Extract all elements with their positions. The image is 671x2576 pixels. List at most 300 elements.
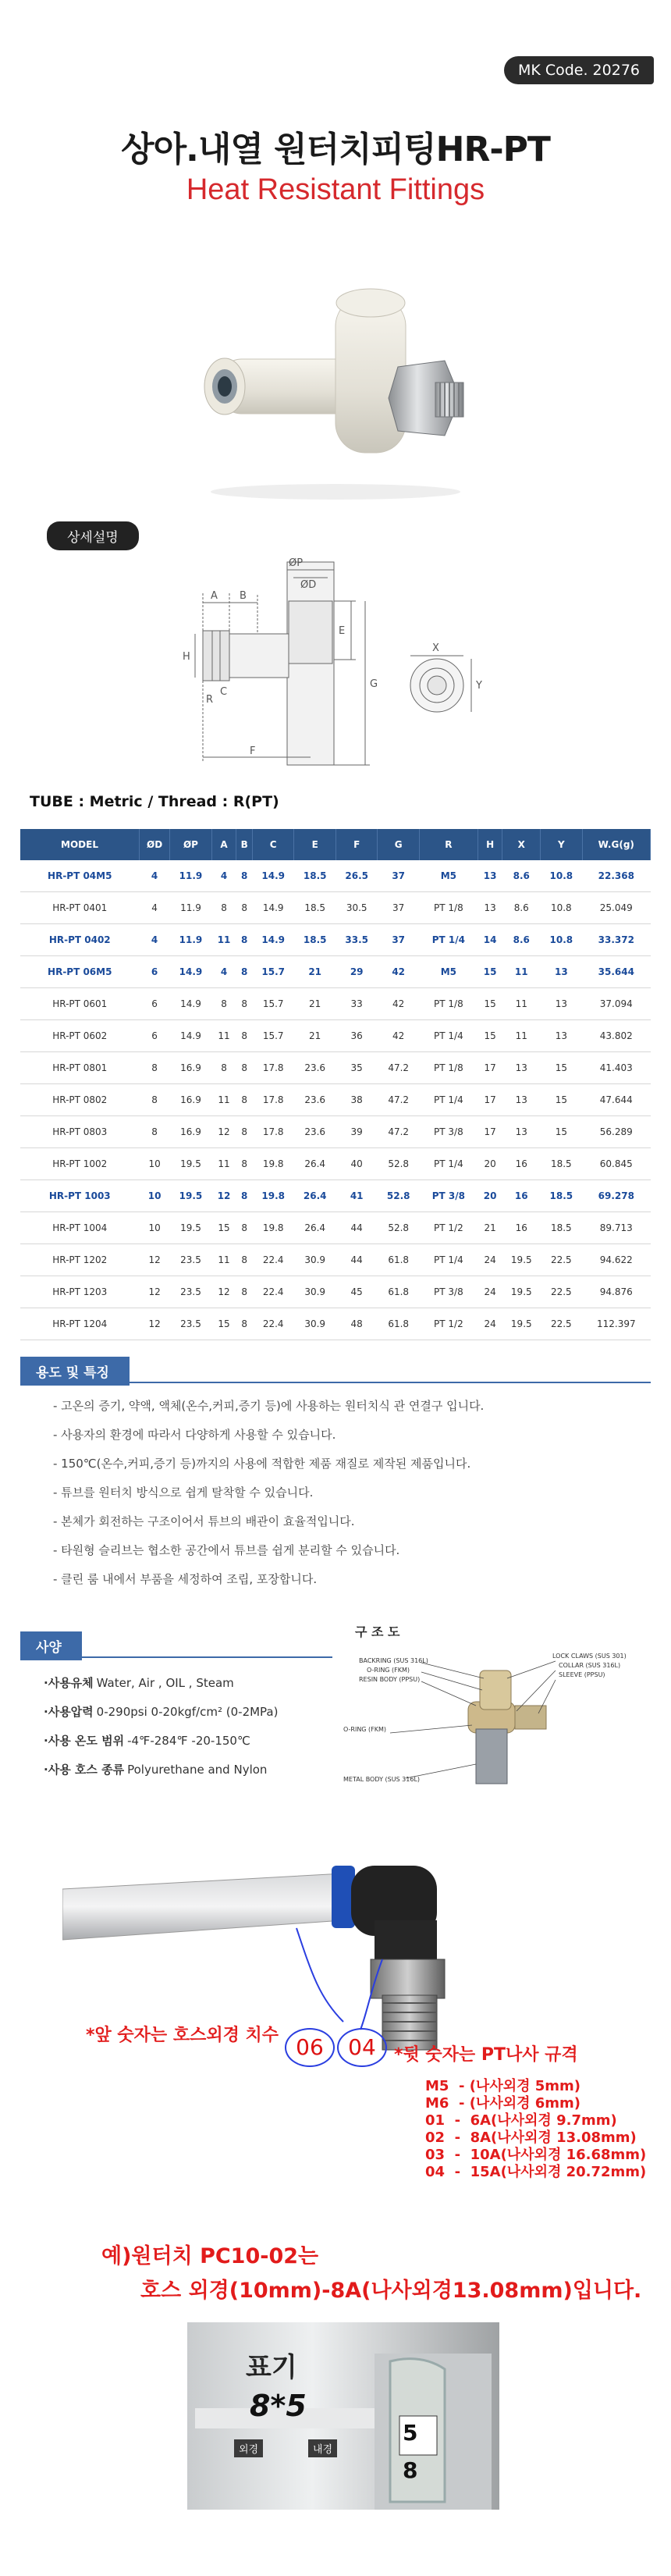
- table-cell: 14.9: [170, 956, 212, 988]
- table-cell: 24: [478, 1244, 502, 1276]
- table-cell: 30.9: [294, 1308, 336, 1340]
- table-cell: 14.9: [252, 860, 294, 892]
- table-cell: 23.5: [170, 1276, 212, 1308]
- svg-text:RESIN BODY (PPSU): RESIN BODY (PPSU): [359, 1676, 421, 1683]
- table-cell: 22.368: [582, 860, 650, 892]
- table-cell: 37: [378, 860, 420, 892]
- table-cell: 21: [294, 956, 336, 988]
- table-cell: 48: [336, 1308, 378, 1340]
- table-row: [20, 1212, 651, 1244]
- thread-size-item: 02 - 8A(나사외경 13.08mm): [425, 2129, 637, 2146]
- table-cell: 42: [378, 1020, 420, 1052]
- table-row: [20, 1180, 651, 1212]
- table-cell: 17: [478, 1116, 502, 1148]
- table-cell: HR-PT 06M5: [20, 956, 140, 988]
- table-cell: 19.5: [170, 1148, 212, 1180]
- usage-item: - 본체가 회전하는 구조이어서 튜브의 배관이 효율적입니다.: [53, 1514, 355, 1528]
- table-cell: 8: [140, 1052, 170, 1084]
- table-cell: 41.403: [582, 1052, 650, 1084]
- table-cell: M5: [419, 860, 478, 892]
- column-header: C: [252, 829, 294, 860]
- table-cell: 23.6: [294, 1116, 336, 1148]
- table-cell: 11: [211, 924, 236, 956]
- table-cell: HR-PT 1004: [20, 1212, 140, 1244]
- table-cell: 15: [541, 1116, 583, 1148]
- table-cell: 33.5: [336, 924, 378, 956]
- table-cell: 8: [236, 988, 253, 1020]
- table-cell: 10.8: [541, 860, 583, 892]
- table-cell: 13: [541, 956, 583, 988]
- table-cell: PT 1/8: [419, 988, 478, 1020]
- table-cell: 22.5: [541, 1244, 583, 1276]
- marking-value: 8*5: [250, 2389, 307, 2423]
- tube-thread-label: TUBE : Metric / Thread : R(PT): [30, 793, 279, 810]
- table-cell: HR-PT 0802: [20, 1084, 140, 1116]
- page-title: 상아.내열 원터치피팅HR-PT: [121, 130, 550, 169]
- spec-label: ·사용 호스 종류: [44, 1763, 125, 1777]
- table-cell: 61.8: [378, 1244, 420, 1276]
- example-line-2: 호스 외경(10mm)-8A(나사외경13.08mm)입니다.: [140, 2279, 642, 2303]
- table-cell: HR-PT 1203: [20, 1276, 140, 1308]
- table-row: [20, 860, 651, 892]
- usage-item: - 타원형 슬리브는 협소한 공간에서 튜브를 쉽게 분리할 수 있습니다.: [53, 1543, 400, 1557]
- table-cell: 8: [236, 1084, 253, 1116]
- table-cell: 18.5: [294, 924, 336, 956]
- table-cell: 10.8: [541, 924, 583, 956]
- table-cell: 13: [541, 1020, 583, 1052]
- spec-section-title: 사양: [20, 1631, 82, 1660]
- table-cell: 33: [336, 988, 378, 1020]
- table-cell: 8: [140, 1084, 170, 1116]
- table-cell: 44: [336, 1212, 378, 1244]
- table-cell: 19.8: [252, 1148, 294, 1180]
- svg-text:Y: Y: [476, 680, 482, 692]
- table-row: [20, 1244, 651, 1276]
- svg-text:COLLAR (SUS 316L): COLLAR (SUS 316L): [559, 1662, 621, 1669]
- spec-value: -4℉-284℉ -20-150℃: [127, 1734, 250, 1748]
- table-cell: 16.9: [170, 1116, 212, 1148]
- table-cell: 4: [140, 892, 170, 924]
- column-header: ØD: [140, 829, 170, 860]
- table-cell: 39: [336, 1116, 378, 1148]
- table-cell: 6: [140, 1020, 170, 1052]
- table-cell: 11: [211, 1148, 236, 1180]
- spec-divider: [20, 1656, 332, 1658]
- table-cell: 16.9: [170, 1052, 212, 1084]
- table-cell: HR-PT 1204: [20, 1308, 140, 1340]
- table-cell: 45: [336, 1276, 378, 1308]
- table-row: [20, 1052, 651, 1084]
- table-cell: PT 3/8: [419, 1116, 478, 1148]
- table-cell: 15.7: [252, 956, 294, 988]
- dimension-drawing: [172, 546, 499, 773]
- svg-text:A: A: [211, 590, 218, 602]
- table-cell: 25.049: [582, 892, 650, 924]
- column-header: F: [336, 829, 378, 860]
- table-cell: 4: [211, 956, 236, 988]
- table-cell: 8: [236, 1020, 253, 1052]
- thread-size-item: M6 - (나사외경 6mm): [425, 2095, 581, 2112]
- table-cell: PT 3/8: [419, 1276, 478, 1308]
- table-cell: HR-PT 0402: [20, 924, 140, 956]
- table-cell: 26.4: [294, 1148, 336, 1180]
- table-cell: 13: [502, 1116, 541, 1148]
- table-cell: 15.7: [252, 988, 294, 1020]
- column-header: B: [236, 829, 253, 860]
- usage-section-title: 용도 및 특징: [20, 1357, 130, 1386]
- column-header: A: [211, 829, 236, 860]
- table-cell: 14.9: [252, 924, 294, 956]
- table-cell: 8: [236, 1212, 253, 1244]
- table-cell: 23.5: [170, 1308, 212, 1340]
- table-cell: 11: [502, 1020, 541, 1052]
- table-cell: 41: [336, 1180, 378, 1212]
- table-cell: 14.9: [170, 988, 212, 1020]
- table-cell: 4: [140, 924, 170, 956]
- table-cell: 40: [336, 1148, 378, 1180]
- svg-text:LOCK CLAWS (SUS 301): LOCK CLAWS (SUS 301): [552, 1653, 627, 1660]
- inner-diameter-label: 내경: [308, 2439, 337, 2457]
- table-cell: 52.8: [378, 1212, 420, 1244]
- spec-value: Water, Air , OIL , Steam: [96, 1676, 234, 1690]
- table-cell: 18.5: [294, 892, 336, 924]
- svg-text:F: F: [250, 745, 256, 757]
- column-header: R: [419, 829, 478, 860]
- table-cell: 52.8: [378, 1180, 420, 1212]
- column-header: Y: [541, 829, 583, 860]
- table-cell: 56.289: [582, 1116, 650, 1148]
- table-cell: 11: [502, 988, 541, 1020]
- table-cell: 13: [502, 1052, 541, 1084]
- table-cell: 13: [541, 988, 583, 1020]
- table-cell: 19.8: [252, 1180, 294, 1212]
- table-cell: 26.5: [336, 860, 378, 892]
- table-cell: 8: [140, 1116, 170, 1148]
- spec-table: [20, 829, 651, 1340]
- spec-row: [44, 1761, 267, 1777]
- table-cell: 13: [478, 892, 502, 924]
- table-cell: PT 1/4: [419, 1244, 478, 1276]
- table-cell: 44: [336, 1244, 378, 1276]
- table-row: [20, 1020, 651, 1052]
- table-cell: PT 1/4: [419, 1084, 478, 1116]
- table-cell: 61.8: [378, 1276, 420, 1308]
- page-subtitle: Heat Resistant Fittings: [186, 173, 485, 206]
- code-back-circle: 04: [337, 2028, 387, 2067]
- table-row: [20, 956, 651, 988]
- table-cell: 15: [478, 988, 502, 1020]
- usage-item: - 튜브를 원터치 방식으로 쉽게 탈착할 수 있습니다.: [53, 1485, 314, 1500]
- thread-size-item: 03 - 10A(나사외경 16.68mm): [425, 2147, 647, 2163]
- spec-value: Polyurethane and Nylon: [127, 1763, 268, 1777]
- table-cell: 6: [140, 988, 170, 1020]
- table-cell: 12: [140, 1308, 170, 1340]
- table-cell: 16: [502, 1148, 541, 1180]
- table-cell: 47.2: [378, 1052, 420, 1084]
- table-cell: 15.7: [252, 1020, 294, 1052]
- table-cell: 30.9: [294, 1276, 336, 1308]
- thread-size-item: M5 - (나사외경 5mm): [425, 2078, 581, 2094]
- table-cell: HR-PT 0401: [20, 892, 140, 924]
- column-header: ØP: [170, 829, 212, 860]
- table-cell: PT 3/8: [419, 1180, 478, 1212]
- table-cell: M5: [419, 956, 478, 988]
- svg-text:R: R: [206, 694, 214, 706]
- table-cell: 22.4: [252, 1308, 294, 1340]
- table-cell: 42: [378, 956, 420, 988]
- table-cell: 8: [236, 1116, 253, 1148]
- table-cell: 36: [336, 1020, 378, 1052]
- structure-diagram: [343, 1647, 640, 1788]
- table-cell: 6: [140, 956, 170, 988]
- table-cell: 35: [336, 1052, 378, 1084]
- outer-diameter-label: 외경: [234, 2439, 263, 2457]
- svg-text:E: E: [339, 625, 346, 637]
- table-cell: 33.372: [582, 924, 650, 956]
- table-cell: 10: [140, 1180, 170, 1212]
- column-header: E: [294, 829, 336, 860]
- table-row: [20, 924, 651, 956]
- table-cell: 22.4: [252, 1276, 294, 1308]
- table-cell: 19.8: [252, 1212, 294, 1244]
- table-cell: HR-PT 1002: [20, 1148, 140, 1180]
- table-cell: PT 1/2: [419, 1308, 478, 1340]
- back-number-note: *뒷 숫자는 PT나사 규격: [394, 2045, 578, 2065]
- table-body: [20, 860, 651, 1340]
- table-cell: 17.8: [252, 1084, 294, 1116]
- front-number-note: *앞 숫자는 호스외경 치수: [86, 2026, 279, 2045]
- svg-text:O-RING (FKM): O-RING (FKM): [367, 1667, 410, 1674]
- spec-row: [44, 1732, 250, 1749]
- spec-label: ·사용 온도 범위: [44, 1734, 125, 1748]
- table-cell: 15: [211, 1308, 236, 1340]
- table-cell: 8: [236, 1308, 253, 1340]
- table-cell: HR-PT 1003: [20, 1180, 140, 1212]
- column-header: H: [478, 829, 502, 860]
- table-cell: 12: [211, 1180, 236, 1212]
- table-cell: 37: [378, 924, 420, 956]
- table-cell: 12: [211, 1116, 236, 1148]
- table-cell: 16: [502, 1212, 541, 1244]
- table-cell: 8: [211, 988, 236, 1020]
- usage-item: - 고온의 증기, 약액, 액체(온수,커피,증기 등)에 사용하는 원터치식 관 연결구 입니다.: [53, 1399, 485, 1413]
- table-cell: 15: [541, 1052, 583, 1084]
- table-cell: 15: [478, 1020, 502, 1052]
- table-row: [20, 892, 651, 924]
- table-cell: PT 1/4: [419, 1020, 478, 1052]
- table-cell: 38: [336, 1084, 378, 1116]
- table-cell: 47.644: [582, 1084, 650, 1116]
- column-header: MODEL: [20, 829, 140, 860]
- table-cell: 14: [478, 924, 502, 956]
- table-cell: 11.9: [170, 860, 212, 892]
- table-cell: 37: [378, 892, 420, 924]
- table-cell: 26.4: [294, 1180, 336, 1212]
- table-cell: 21: [294, 1020, 336, 1052]
- table-cell: 17: [478, 1084, 502, 1116]
- table-cell: HR-PT 1202: [20, 1244, 140, 1276]
- column-header: X: [502, 829, 541, 860]
- table-cell: 8: [211, 892, 236, 924]
- table-cell: HR-PT 0803: [20, 1116, 140, 1148]
- table-cell: 22.5: [541, 1276, 583, 1308]
- spec-label: ·사용압력: [44, 1705, 94, 1719]
- table-cell: 19.5: [502, 1308, 541, 1340]
- table-cell: 4: [140, 860, 170, 892]
- svg-text:C: C: [220, 686, 228, 698]
- table-cell: 8: [211, 1052, 236, 1084]
- table-cell: 52.8: [378, 1148, 420, 1180]
- table-cell: 112.397: [582, 1308, 650, 1340]
- table-cell: 20: [478, 1148, 502, 1180]
- usage-item: - 클린 룸 내에서 부품을 세정하여 조립, 포장합니다.: [53, 1572, 318, 1586]
- table-cell: 13: [502, 1084, 541, 1116]
- detail-section-label: 상세설명: [47, 521, 139, 550]
- table-cell: 12: [140, 1244, 170, 1276]
- usage-item: - 사용자의 환경에 따라서 다양하게 사용할 수 있습니다.: [53, 1428, 336, 1442]
- table-cell: 16: [502, 1180, 541, 1212]
- table-cell: 12: [211, 1276, 236, 1308]
- svg-text:B: B: [240, 590, 247, 602]
- table-cell: 8: [236, 1180, 253, 1212]
- table-cell: 43.802: [582, 1020, 650, 1052]
- table-cell: 14.9: [170, 1020, 212, 1052]
- table-cell: 11: [211, 1020, 236, 1052]
- table-cell: 11: [502, 956, 541, 988]
- svg-text:METAL BODY (SUS 316L): METAL BODY (SUS 316L): [343, 1776, 421, 1783]
- table-cell: 13: [478, 860, 502, 892]
- usage-divider: [20, 1382, 651, 1383]
- table-cell: 8: [236, 956, 253, 988]
- table-row: [20, 1084, 651, 1116]
- tube-inner-value: 5: [403, 2420, 418, 2446]
- table-cell: 18.5: [541, 1212, 583, 1244]
- table-cell: 60.845: [582, 1148, 650, 1180]
- table-cell: 23.6: [294, 1052, 336, 1084]
- table-cell: 26.4: [294, 1212, 336, 1244]
- table-cell: 8: [236, 1244, 253, 1276]
- marking-title: 표기: [246, 2352, 297, 2383]
- product-image: [187, 265, 484, 507]
- table-cell: 19.5: [170, 1212, 212, 1244]
- table-cell: 12: [140, 1276, 170, 1308]
- table-cell: 11.9: [170, 924, 212, 956]
- svg-text:H: H: [183, 651, 190, 663]
- table-cell: 15: [541, 1084, 583, 1116]
- table-cell: 19.5: [170, 1180, 212, 1212]
- table-cell: 61.8: [378, 1308, 420, 1340]
- table-cell: 8: [236, 892, 253, 924]
- table-cell: HR-PT 0801: [20, 1052, 140, 1084]
- spec-label: ·사용유체: [44, 1676, 94, 1690]
- table-row: [20, 1276, 651, 1308]
- table-cell: HR-PT 0602: [20, 1020, 140, 1052]
- table-cell: 18.5: [294, 860, 336, 892]
- table-cell: 16.9: [170, 1084, 212, 1116]
- table-cell: PT 1/8: [419, 892, 478, 924]
- table-cell: 17: [478, 1052, 502, 1084]
- svg-text:O-RING (FKM): O-RING (FKM): [343, 1726, 387, 1733]
- table-cell: 35.644: [582, 956, 650, 988]
- tube-outer-value: 8: [403, 2457, 418, 2483]
- table-cell: 15: [478, 956, 502, 988]
- table-cell: 19.5: [502, 1276, 541, 1308]
- table-row: [20, 988, 651, 1020]
- table-cell: 8.6: [502, 892, 541, 924]
- table-cell: 4: [211, 860, 236, 892]
- table-cell: 8: [236, 1052, 253, 1084]
- table-cell: 18.5: [541, 1180, 583, 1212]
- table-cell: 94.622: [582, 1244, 650, 1276]
- table-cell: 24: [478, 1308, 502, 1340]
- table-cell: 8.6: [502, 860, 541, 892]
- spec-row: [44, 1703, 278, 1720]
- table-cell: 18.5: [541, 1148, 583, 1180]
- thread-size-item: 04 - 15A(나사외경 20.72mm): [425, 2164, 647, 2180]
- table-cell: 23.6: [294, 1084, 336, 1116]
- table-cell: PT 1/4: [419, 924, 478, 956]
- table-cell: 21: [478, 1212, 502, 1244]
- table-cell: HR-PT 04M5: [20, 860, 140, 892]
- table-cell: PT 1/8: [419, 1052, 478, 1084]
- table-row: [20, 1148, 651, 1180]
- table-cell: 17.8: [252, 1052, 294, 1084]
- table-cell: 8: [236, 1148, 253, 1180]
- table-cell: 8: [236, 924, 253, 956]
- tube-marking-photo: [187, 2322, 499, 2510]
- example-line-1: 예)원터치 PC10-02는: [101, 2244, 319, 2268]
- table-row: [20, 1308, 651, 1340]
- table-cell: 22.4: [252, 1244, 294, 1276]
- structure-title: 구 조 도: [355, 1624, 400, 1639]
- mk-code-badge: MK Code. 20276: [504, 56, 654, 84]
- svg-text:G: G: [370, 678, 378, 690]
- table-cell: 69.278: [582, 1180, 650, 1212]
- table-cell: 37.094: [582, 988, 650, 1020]
- thread-size-item: 01 - 6A(나사외경 9.7mm): [425, 2112, 617, 2129]
- table-cell: 22.5: [541, 1308, 583, 1340]
- table-cell: 19.5: [502, 1244, 541, 1276]
- table-cell: 30.9: [294, 1244, 336, 1276]
- table-cell: 30.5: [336, 892, 378, 924]
- table-cell: 14.9: [252, 892, 294, 924]
- table-header-row: [20, 829, 651, 860]
- table-cell: 24: [478, 1276, 502, 1308]
- table-cell: HR-PT 0601: [20, 988, 140, 1020]
- table-cell: 23.5: [170, 1244, 212, 1276]
- table-cell: 89.713: [582, 1212, 650, 1244]
- table-cell: 29: [336, 956, 378, 988]
- usage-item: - 150℃(온수,커피,증기 등)까지의 사용에 적합한 제품 재질로 제작된 제품입니다.: [53, 1457, 471, 1471]
- table-cell: 8.6: [502, 924, 541, 956]
- table-cell: 94.876: [582, 1276, 650, 1308]
- spec-row: [44, 1674, 234, 1691]
- svg-text:ØP: ØP: [289, 557, 304, 569]
- table-cell: 21: [294, 988, 336, 1020]
- table-cell: 47.2: [378, 1116, 420, 1148]
- table-cell: 11: [211, 1244, 236, 1276]
- table-cell: PT 1/4: [419, 1148, 478, 1180]
- table-cell: 10: [140, 1212, 170, 1244]
- table-cell: PT 1/2: [419, 1212, 478, 1244]
- table-row: [20, 1116, 651, 1148]
- code-front-circle: 06: [285, 2028, 335, 2067]
- svg-text:BACKRING (SUS 316L): BACKRING (SUS 316L): [359, 1657, 428, 1664]
- table-cell: 11.9: [170, 892, 212, 924]
- table-cell: 10: [140, 1148, 170, 1180]
- table-cell: 8: [236, 860, 253, 892]
- svg-text:ØD: ØD: [300, 579, 317, 591]
